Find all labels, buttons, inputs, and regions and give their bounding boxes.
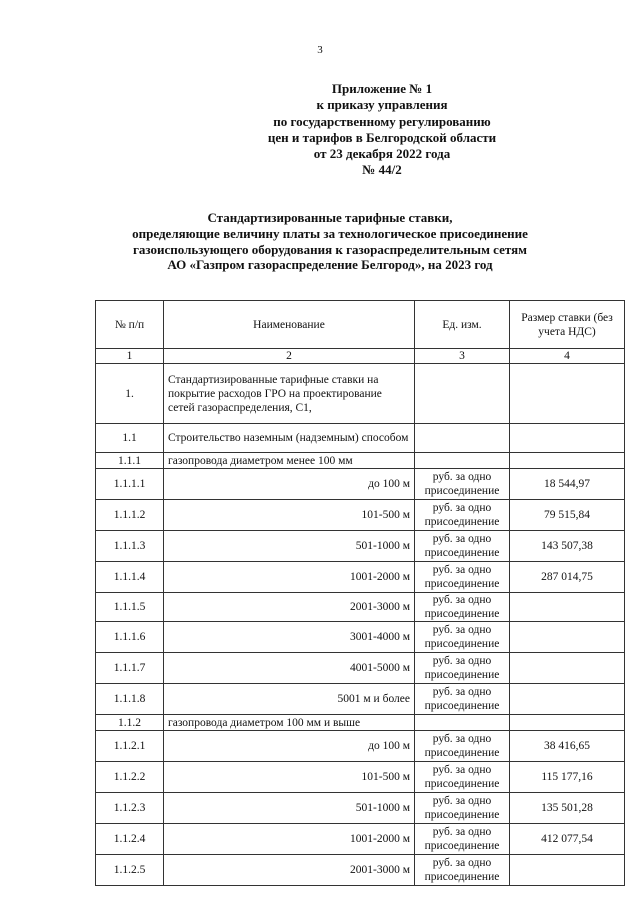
- row-name: 101-500 м: [164, 500, 415, 531]
- header-name: Наименование: [164, 301, 415, 349]
- appendix-line: по государственному регулированию: [273, 113, 491, 129]
- row-number: 1.1.1: [96, 453, 164, 469]
- row-unit: руб. за одно присоединение: [415, 500, 510, 531]
- table-row: [96, 855, 625, 886]
- header-rate: Размер ставки (без учета НДС): [510, 301, 625, 349]
- table-row: [96, 793, 625, 824]
- row-number: 1.1.1.3: [96, 531, 164, 562]
- row-number: 1.1.1.2: [96, 500, 164, 531]
- header-unit: Ед. изм.: [415, 301, 510, 349]
- row-name: 1001-2000 м: [164, 562, 415, 593]
- row-number: 1.1.2: [96, 715, 164, 731]
- appendix-line: к приказу управления: [316, 97, 448, 113]
- row-number: 1.1.1.6: [96, 622, 164, 653]
- row-unit: руб. за одно присоединение: [415, 469, 510, 500]
- row-number: 1.: [96, 364, 164, 424]
- row-unit: [415, 715, 510, 731]
- row-unit: [415, 424, 510, 453]
- row-name: Строительство наземным (надземным) способом: [164, 424, 415, 453]
- table-row: [96, 653, 625, 684]
- table-row: [96, 824, 625, 855]
- row-unit: руб. за одно присоединение: [415, 731, 510, 762]
- row-unit: руб. за одно присоединение: [415, 824, 510, 855]
- row-name: 101-500 м: [164, 762, 415, 793]
- row-value: [510, 684, 625, 715]
- tariff-table: [95, 300, 625, 886]
- row-value: [510, 364, 625, 424]
- row-number: 1.1.1.7: [96, 653, 164, 684]
- appendix-line: № 44/2: [362, 162, 402, 178]
- row-value: [510, 653, 625, 684]
- table-row: [96, 469, 625, 500]
- row-value: [510, 593, 625, 622]
- row-number: 1.1.1.4: [96, 562, 164, 593]
- row-unit: руб. за одно присоединение: [415, 684, 510, 715]
- row-number: 1.1.1.5: [96, 593, 164, 622]
- row-unit: руб. за одно присоединение: [415, 593, 510, 622]
- table-row: [96, 731, 625, 762]
- table-row: [96, 593, 625, 622]
- col-number: 4: [510, 349, 625, 364]
- row-number: 1.1.1.1: [96, 469, 164, 500]
- table-row: [96, 500, 625, 531]
- row-name: газопровода диаметром 100 мм и выше: [164, 715, 415, 731]
- row-value: 135 501,28: [510, 793, 625, 824]
- row-number: 1.1.1.8: [96, 684, 164, 715]
- row-value: [510, 715, 625, 731]
- row-unit: [415, 364, 510, 424]
- row-number: 1.1.2.2: [96, 762, 164, 793]
- appendix-line: от 23 декабря 2022 года: [313, 146, 451, 162]
- table-row: [96, 424, 625, 453]
- row-name: до 100 м: [164, 469, 415, 500]
- col-number: 2: [164, 349, 415, 364]
- table-row: [96, 684, 625, 715]
- row-number: 1.1.2.4: [96, 824, 164, 855]
- row-value: 38 416,65: [510, 731, 625, 762]
- row-name: 501-1000 м: [164, 531, 415, 562]
- row-value: 412 077,54: [510, 824, 625, 855]
- title-line: Стандартизированные тарифные ставки,: [207, 210, 453, 225]
- table-row: [96, 622, 625, 653]
- row-number: 1.1.2.1: [96, 731, 164, 762]
- row-number: 1.1: [96, 424, 164, 453]
- table-row: [96, 562, 625, 593]
- row-name: Стандартизированные тарифные ставки на покрытие расходов ГРО на проектирование сетей газораспределения, С1,: [164, 364, 415, 424]
- row-number: 1.1.2.3: [96, 793, 164, 824]
- row-number: 1.1.2.5: [96, 855, 164, 886]
- row-value: 287 014,75: [510, 562, 625, 593]
- row-value: 18 544,97: [510, 469, 625, 500]
- appendix-line: цен и тарифов в Белгородской области: [267, 129, 497, 145]
- row-name: 2001-3000 м: [164, 593, 415, 622]
- table-header-row: [96, 301, 625, 349]
- title-line: определяющие величину платы за технологическое присоединение: [132, 225, 528, 241]
- row-unit: руб. за одно присоединение: [415, 562, 510, 593]
- row-unit: руб. за одно присоединение: [415, 855, 510, 886]
- row-value: [510, 622, 625, 653]
- row-value: [510, 424, 625, 453]
- row-unit: руб. за одно присоединение: [415, 653, 510, 684]
- col-number: 3: [415, 349, 510, 364]
- row-name: до 100 м: [164, 731, 415, 762]
- row-unit: руб. за одно присоединение: [415, 762, 510, 793]
- table-row: [96, 762, 625, 793]
- title-line: АО «Газпром газораспределение Белгород», на 2023 год: [167, 257, 493, 273]
- column-number-row: [96, 349, 625, 364]
- title-line: газоиспользующего оборудования к газораспределительным сетям: [133, 241, 527, 257]
- row-value: 143 507,38: [510, 531, 625, 562]
- row-value: [510, 453, 625, 469]
- row-name: 3001-4000 м: [164, 622, 415, 653]
- col-number: 1: [96, 349, 164, 364]
- row-value: [510, 855, 625, 886]
- row-name: 501-1000 м: [164, 793, 415, 824]
- appendix-line: Приложение № 1: [331, 81, 433, 96]
- row-unit: [415, 453, 510, 469]
- page-number: 3: [317, 44, 323, 56]
- row-unit: руб. за одно присоединение: [415, 622, 510, 653]
- row-value: 79 515,84: [510, 500, 625, 531]
- row-unit: руб. за одно присоединение: [415, 793, 510, 824]
- row-name: 4001-5000 м: [164, 653, 415, 684]
- table-row: [96, 453, 625, 469]
- document-title: [60, 210, 600, 273]
- table-row: [96, 715, 625, 731]
- header-number: № п/п: [96, 301, 164, 349]
- table-row: [96, 364, 625, 424]
- row-name: 2001-3000 м: [164, 855, 415, 886]
- row-unit: руб. за одно присоединение: [415, 531, 510, 562]
- row-name: 5001 м и более: [164, 684, 415, 715]
- row-name: 1001-2000 м: [164, 824, 415, 855]
- appendix-header: [222, 81, 542, 179]
- row-value: 115 177,16: [510, 762, 625, 793]
- table-row: [96, 531, 625, 562]
- row-name: газопровода диаметром менее 100 мм: [164, 453, 415, 469]
